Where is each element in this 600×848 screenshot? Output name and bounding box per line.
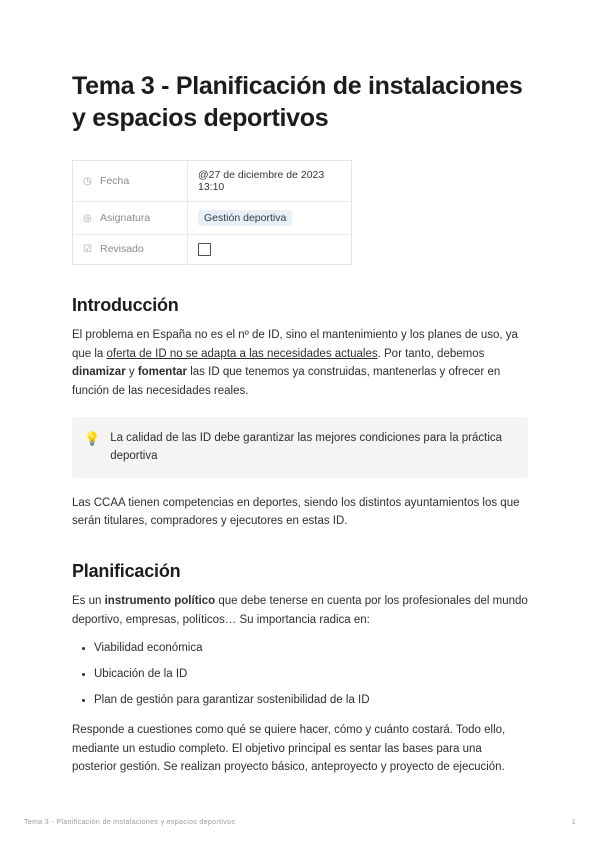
text-run: y xyxy=(125,366,138,379)
bullet-list-planificacion xyxy=(72,639,528,709)
footer-left-text: Tema 3 - Planificación de instalaciones y espacios deportivos xyxy=(24,819,236,826)
revisado-checkbox[interactable] xyxy=(198,243,211,256)
section-heading-planificacion: Planificación xyxy=(72,561,181,581)
list-item: • Plan de gestión para garantizar sostenibilidad de la ID xyxy=(94,691,528,710)
paragraph-introduccion-2: Las CCAA tienen competencias en deportes, siendo los distintos ayuntamientos los que serán titulares, compradores y ejecutores en estas ID. xyxy=(72,496,520,528)
property-key-fecha xyxy=(73,161,188,202)
paragraph-planificacion-2: Responde a cuestiones como qué se quiere hacer, cómo y cuánto costará. Todo ello, mediante un estudio completo. El objetivo principal es sentar las bases para una posterior gestión. Se realizan proyecto básico, anteproyecto y proyecto de ejecución. xyxy=(72,724,506,774)
property-row-asignatura[interactable] xyxy=(73,202,352,235)
property-label-revisado: Revisado xyxy=(100,243,144,256)
lightbulb-icon: 💡 xyxy=(84,430,101,446)
target-icon: ◎ xyxy=(83,212,92,224)
page-footer xyxy=(24,819,576,826)
property-label-asignatura: Asignatura xyxy=(100,212,151,225)
property-value-fecha[interactable]: @27 de diciembre de 2023 13:10 xyxy=(198,169,325,193)
clock-icon: ◷ xyxy=(83,175,92,187)
text-run: El problema en España no es el nº de ID, sino el mantenimiento y los planes de uso, ya que la xyxy=(72,329,518,360)
list-item: • Ubicación de la ID xyxy=(94,665,528,684)
paragraph-introduccion-1 xyxy=(72,326,528,401)
property-key-asignatura xyxy=(73,202,188,235)
property-label-fecha: Fecha xyxy=(100,175,130,188)
text-run: que debe tenerse en cuenta por los profesionales del mundo deportivo, empresas, políticos… Su importancia radica en: xyxy=(72,595,528,626)
paragraph-planificacion-1 xyxy=(72,592,528,629)
text-run: . Por tanto, debemos xyxy=(377,347,485,360)
page-title: Tema 3 - Planificación de instalaciones y espacios deportivos xyxy=(72,72,523,132)
list-item: • Viabilidad económica xyxy=(94,639,528,658)
checkbox-icon: ☑ xyxy=(83,244,92,256)
callout-box xyxy=(72,417,528,478)
tag-asignatura[interactable]: Gestión deportiva xyxy=(198,210,292,226)
text-run-bold: fomentar xyxy=(137,366,188,379)
property-key-revisado xyxy=(73,235,188,265)
text-run-bold: instrumento político xyxy=(104,595,216,607)
footer-page-number: 1 xyxy=(571,819,576,826)
text-run: Es un xyxy=(72,595,105,607)
property-row-fecha[interactable] xyxy=(73,161,352,202)
section-heading-introduccion: Introducción xyxy=(72,295,179,315)
callout-text: La calidad de las ID debe garantizar las mejores condiciones para la práctica deportiva xyxy=(110,431,503,463)
properties-table xyxy=(72,160,352,265)
property-value-revisado[interactable] xyxy=(188,235,352,265)
text-run: las ID que tenemos ya construidas, mantenerlas y ofrecer en función de las necesidades reales. xyxy=(72,366,501,397)
property-row-revisado[interactable] xyxy=(73,235,352,265)
text-run-underline: oferta de ID no se adapta a las necesidades actuales xyxy=(106,347,378,360)
property-value-asignatura[interactable] xyxy=(188,202,352,235)
text-run-bold: dinamizar xyxy=(72,366,126,379)
